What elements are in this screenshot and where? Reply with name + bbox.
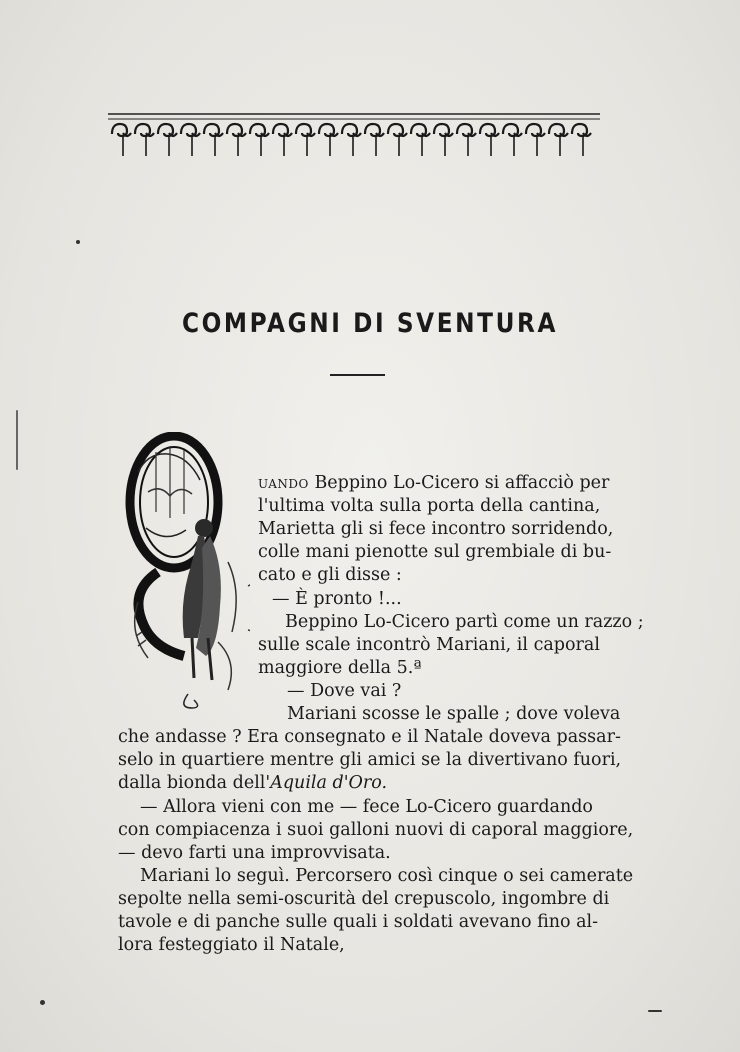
chapter-title: COMPAGNI DI SVENTURA bbox=[181, 308, 559, 339]
illustrated-dropcap-q bbox=[118, 432, 250, 710]
ornament-scroll bbox=[181, 124, 200, 136]
text-line-start: dalla bionda dell' bbox=[118, 773, 271, 793]
text-line: Beppino Lo-Cicero partì come un razzo ; bbox=[285, 612, 644, 632]
ornament-scroll bbox=[158, 124, 177, 136]
ornament-scroll bbox=[434, 124, 453, 136]
ornament-scroll bbox=[319, 124, 338, 136]
text-line: — È pronto !... bbox=[272, 589, 402, 609]
paper-mark bbox=[648, 1010, 662, 1012]
text-line: Mariani lo seguì. Percorsero così cinque o sei camerate bbox=[140, 866, 634, 886]
ornament-scroll bbox=[135, 124, 154, 136]
text-line: sepolte nella semi-oscurità del crepuscolo, ingombre di bbox=[118, 889, 610, 909]
text-line: che andasse ? Era consegnato e il Natale doveva passar- bbox=[118, 727, 621, 747]
ornament-scroll bbox=[549, 124, 568, 136]
paper-mark bbox=[16, 410, 18, 470]
ornament-scroll bbox=[273, 124, 292, 136]
text-line: l'ultima volta sulla porta della cantina, bbox=[258, 496, 601, 516]
text-line: sulle scale incontrò Mariani, il caporal bbox=[258, 635, 600, 655]
ornament-scroll bbox=[204, 124, 223, 136]
text-line: colle mani pienotte sul grembiale di bu- bbox=[258, 542, 612, 562]
text-line: — devo farti una improvvisata. bbox=[118, 843, 391, 863]
ornament-scroll bbox=[572, 124, 591, 136]
ornament-scroll bbox=[457, 124, 476, 136]
ornament-scroll bbox=[250, 124, 269, 136]
text-line: — Allora vieni con me — fece Lo-Cicero guardando bbox=[140, 797, 593, 817]
text-line: con compiacenza i suoi galloni nuovi di caporal maggiore, bbox=[118, 820, 634, 840]
text-line: selo in quartiere mentre gli amici se la divertivano fuori, bbox=[118, 750, 622, 770]
ornament-scroll bbox=[342, 124, 361, 136]
text-smallcaps: uando bbox=[258, 473, 309, 493]
ornament-scroll bbox=[526, 124, 545, 136]
text-line-rest: Beppino Lo-Cicero si affacciò per bbox=[308, 473, 610, 493]
text-line: cato e gli disse : bbox=[258, 565, 402, 585]
text-line: tavole e di panche sulle quali i soldati avevano fino al- bbox=[118, 912, 599, 932]
text-line: lora festeggiato il Natale, bbox=[118, 935, 345, 955]
paper-speck bbox=[76, 240, 80, 244]
text-line bbox=[258, 472, 609, 495]
decorative-border-ornament bbox=[108, 112, 600, 160]
ornament-scroll bbox=[112, 124, 131, 136]
text-line bbox=[118, 772, 387, 795]
text-italic: Aquila d'Oro. bbox=[270, 773, 388, 793]
title-rule bbox=[330, 374, 385, 376]
ornament-scroll bbox=[388, 124, 407, 136]
ornament-scroll bbox=[480, 124, 499, 136]
ornament-scroll bbox=[365, 124, 384, 136]
text-line: Marietta gli si fece incontro sorridendo, bbox=[258, 519, 614, 539]
text-line: — Dove vai ? bbox=[287, 681, 402, 701]
ornament-scroll bbox=[503, 124, 522, 136]
text-line: maggiore della 5.ª bbox=[258, 658, 422, 678]
ornament-scroll bbox=[296, 124, 315, 136]
ornament-scroll bbox=[411, 124, 430, 136]
paper-speck bbox=[40, 1000, 45, 1005]
text-line: Mariani scosse le spalle ; dove voleva bbox=[287, 704, 621, 724]
ornament-scroll bbox=[227, 124, 246, 136]
